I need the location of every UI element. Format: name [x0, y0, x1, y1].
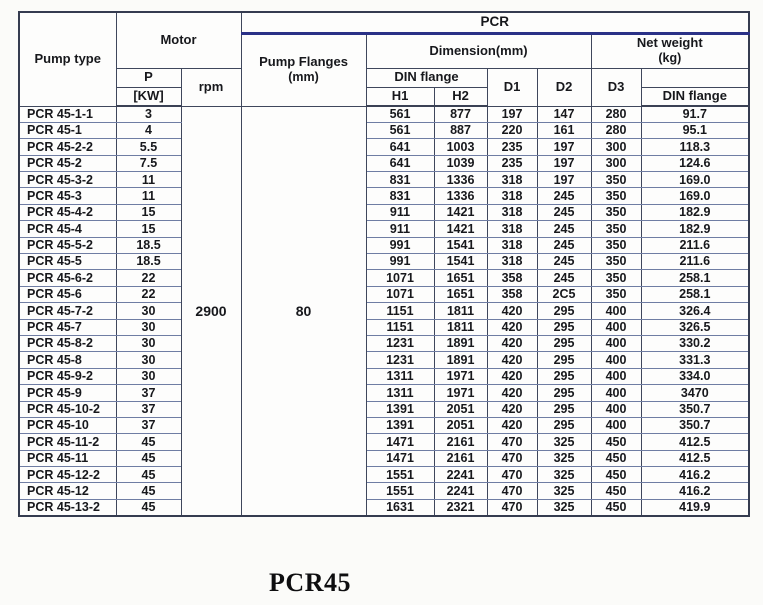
table-row	[19, 122, 749, 138]
power-cell: 45	[116, 450, 181, 466]
d2-cell: 325	[537, 483, 591, 499]
pump-type-cell: PCR 45-3	[19, 188, 116, 204]
col-header-motor: Motor	[116, 12, 241, 68]
d3-cell: 350	[591, 188, 641, 204]
h1-cell: 1471	[366, 434, 434, 450]
h1-cell: 911	[366, 204, 434, 220]
d2-cell: 295	[537, 352, 591, 368]
d1-cell: 420	[487, 368, 537, 384]
d2-cell: 245	[537, 188, 591, 204]
pump-type-cell: PCR 45-4-2	[19, 204, 116, 220]
d2-cell: 245	[537, 204, 591, 220]
pump-type-cell: PCR 45-6-2	[19, 270, 116, 286]
h2-cell: 1971	[434, 385, 487, 401]
table-row	[19, 237, 749, 253]
d3-cell: 280	[591, 122, 641, 138]
power-cell: 45	[116, 483, 181, 499]
d1-cell: 420	[487, 417, 537, 433]
d2-cell: 325	[537, 467, 591, 483]
net-weight-label: Net weight	[636, 35, 703, 51]
d2-cell: 197	[537, 139, 591, 155]
col-header-net-weight-spacer	[641, 68, 749, 87]
pump-type-cell: PCR 45-4	[19, 221, 116, 237]
h1-cell: 1231	[366, 335, 434, 351]
d2-cell: 197	[537, 155, 591, 171]
power-cell: 11	[116, 188, 181, 204]
h1-cell: 1631	[366, 499, 434, 515]
table-row	[19, 254, 749, 270]
power-cell: 37	[116, 401, 181, 417]
power-cell: 30	[116, 303, 181, 319]
d2-cell: 295	[537, 319, 591, 335]
pump-type-cell: PCR 45-7-2	[19, 303, 116, 319]
pump-type-cell: PCR 45-6	[19, 286, 116, 302]
d1-cell: 318	[487, 172, 537, 188]
d1-cell: 235	[487, 155, 537, 171]
pump-type-cell: PCR 45-7	[19, 319, 116, 335]
h2-cell: 1541	[434, 237, 487, 253]
pump-type-cell: PCR 45-2-2	[19, 139, 116, 155]
net-weight-cell: 350.7	[641, 417, 749, 433]
h2-cell: 887	[434, 122, 487, 138]
table-row	[19, 139, 749, 155]
net-weight-unit: (kg)	[658, 51, 682, 66]
d3-cell: 450	[591, 499, 641, 515]
power-cell: 11	[116, 172, 181, 188]
table-row	[19, 467, 749, 483]
h2-cell: 2051	[434, 417, 487, 433]
d2-cell: 295	[537, 401, 591, 417]
power-cell: 22	[116, 286, 181, 302]
d1-cell: 470	[487, 483, 537, 499]
net-weight-cell: 412.5	[641, 450, 749, 466]
col-header-p-unit: [KW]	[116, 87, 181, 106]
h1-cell: 1551	[366, 467, 434, 483]
d1-cell: 318	[487, 221, 537, 237]
net-weight-cell: 326.4	[641, 303, 749, 319]
col-header-pump-type: Pump type	[19, 12, 116, 106]
net-weight-cell: 416.2	[641, 467, 749, 483]
h2-cell: 1891	[434, 335, 487, 351]
rpm-value-cell: 2900	[181, 106, 241, 516]
col-header-d2: D2	[537, 68, 591, 106]
power-cell: 5.5	[116, 139, 181, 155]
d1-cell: 358	[487, 286, 537, 302]
d2-cell: 2C5	[537, 286, 591, 302]
h2-cell: 1651	[434, 270, 487, 286]
d1-cell: 420	[487, 319, 537, 335]
h1-cell: 831	[366, 172, 434, 188]
h1-cell: 561	[366, 122, 434, 138]
d2-cell: 245	[537, 221, 591, 237]
power-cell: 30	[116, 352, 181, 368]
h1-cell: 1071	[366, 286, 434, 302]
d2-cell: 197	[537, 172, 591, 188]
pump-type-cell: PCR 45-2	[19, 155, 116, 171]
col-header-rpm: rpm	[181, 68, 241, 106]
h1-cell: 1391	[366, 401, 434, 417]
power-cell: 18.5	[116, 254, 181, 270]
d3-cell: 400	[591, 401, 641, 417]
net-weight-cell: 169.0	[641, 172, 749, 188]
pump-type-cell: PCR 45-11-2	[19, 434, 116, 450]
col-header-h1: H1	[366, 87, 434, 106]
pump-type-cell: PCR 45-12-2	[19, 467, 116, 483]
d1-cell: 220	[487, 122, 537, 138]
d1-cell: 470	[487, 499, 537, 515]
d2-cell: 295	[537, 303, 591, 319]
col-header-d3: D3	[591, 68, 641, 106]
table-row	[19, 155, 749, 171]
power-cell: 22	[116, 270, 181, 286]
h1-cell: 911	[366, 221, 434, 237]
h2-cell: 1421	[434, 204, 487, 220]
power-cell: 37	[116, 417, 181, 433]
d3-cell: 350	[591, 237, 641, 253]
h2-cell: 2241	[434, 467, 487, 483]
power-cell: 3	[116, 106, 181, 122]
h2-cell: 1421	[434, 221, 487, 237]
pump-type-cell: PCR 45-5-2	[19, 237, 116, 253]
col-header-d1: D1	[487, 68, 537, 106]
pump-type-cell: PCR 45-10	[19, 417, 116, 433]
net-weight-cell: 118.3	[641, 139, 749, 155]
power-cell: 18.5	[116, 237, 181, 253]
d1-cell: 420	[487, 401, 537, 417]
h1-cell: 641	[366, 155, 434, 171]
h2-cell: 2161	[434, 434, 487, 450]
d3-cell: 400	[591, 319, 641, 335]
net-weight-cell: 124.6	[641, 155, 749, 171]
d3-cell: 350	[591, 270, 641, 286]
net-weight-cell: 416.2	[641, 483, 749, 499]
table-row	[19, 303, 749, 319]
h1-cell: 561	[366, 106, 434, 122]
col-header-din-flange: DIN flange	[366, 68, 487, 87]
pump-flanges-unit: (mm)	[288, 70, 319, 85]
d3-cell: 280	[591, 106, 641, 122]
d2-cell: 245	[537, 254, 591, 270]
net-weight-cell: 95.1	[641, 122, 749, 138]
d2-cell: 325	[537, 499, 591, 515]
pump-type-cell: PCR 45-10-2	[19, 401, 116, 417]
col-header-net-weight-din-flange: DIN flange	[641, 87, 749, 106]
power-cell: 45	[116, 499, 181, 515]
h2-cell: 2241	[434, 483, 487, 499]
table-row	[19, 368, 749, 384]
pump-type-cell: PCR 45-5	[19, 254, 116, 270]
d1-cell: 420	[487, 385, 537, 401]
col-header-net-weight	[591, 33, 749, 68]
power-cell: 45	[116, 467, 181, 483]
table-row	[19, 270, 749, 286]
pump-type-cell: PCR 45-9-2	[19, 368, 116, 384]
h2-cell: 2051	[434, 401, 487, 417]
d1-cell: 420	[487, 303, 537, 319]
pump-type-cell: PCR 45-9	[19, 385, 116, 401]
table-header	[19, 12, 749, 106]
h1-cell: 991	[366, 254, 434, 270]
d3-cell: 400	[591, 368, 641, 384]
h2-cell: 1891	[434, 352, 487, 368]
d2-cell: 161	[537, 122, 591, 138]
table-row	[19, 221, 749, 237]
table-row	[19, 434, 749, 450]
h2-cell: 1336	[434, 188, 487, 204]
d3-cell: 400	[591, 352, 641, 368]
net-weight-cell: 350.7	[641, 401, 749, 417]
h2-cell: 1336	[434, 172, 487, 188]
d1-cell: 470	[487, 467, 537, 483]
d3-cell: 350	[591, 254, 641, 270]
net-weight-cell: 182.9	[641, 204, 749, 220]
d2-cell: 325	[537, 434, 591, 450]
d3-cell: 350	[591, 204, 641, 220]
pump-flanges-label: Pump Flanges	[259, 54, 348, 70]
net-weight-cell: 419.9	[641, 499, 749, 515]
h1-cell: 1311	[366, 385, 434, 401]
net-weight-cell: 169.0	[641, 188, 749, 204]
h1-cell: 831	[366, 188, 434, 204]
net-weight-cell: 326.5	[641, 319, 749, 335]
table-row	[19, 352, 749, 368]
d1-cell: 318	[487, 237, 537, 253]
net-weight-cell: 91.7	[641, 106, 749, 122]
h1-cell: 1231	[366, 352, 434, 368]
h1-cell: 1151	[366, 303, 434, 319]
power-cell: 30	[116, 335, 181, 351]
table-row	[19, 499, 749, 515]
d1-cell: 235	[487, 139, 537, 155]
net-weight-cell: 182.9	[641, 221, 749, 237]
d2-cell: 295	[537, 368, 591, 384]
power-cell: 45	[116, 434, 181, 450]
table-row	[19, 385, 749, 401]
d2-cell: 295	[537, 417, 591, 433]
d1-cell: 318	[487, 204, 537, 220]
pump-type-cell: PCR 45-8-2	[19, 335, 116, 351]
net-weight-cell: 331.3	[641, 352, 749, 368]
h1-cell: 1391	[366, 417, 434, 433]
d1-cell: 470	[487, 450, 537, 466]
net-weight-cell: 3470	[641, 385, 749, 401]
table-row	[19, 319, 749, 335]
table-row	[19, 204, 749, 220]
h1-cell: 641	[366, 139, 434, 155]
net-weight-cell: 258.1	[641, 270, 749, 286]
power-cell: 4	[116, 122, 181, 138]
table-row	[19, 401, 749, 417]
table-row	[19, 483, 749, 499]
d3-cell: 450	[591, 434, 641, 450]
d3-cell: 350	[591, 286, 641, 302]
pump-type-cell: PCR 45-11	[19, 450, 116, 466]
pump-flanges-value-cell: 80	[241, 106, 366, 516]
net-weight-cell: 211.6	[641, 254, 749, 270]
d2-cell: 245	[537, 270, 591, 286]
table-row	[19, 172, 749, 188]
d1-cell: 318	[487, 188, 537, 204]
d2-cell: 295	[537, 385, 591, 401]
d3-cell: 350	[591, 172, 641, 188]
d3-cell: 400	[591, 385, 641, 401]
d1-cell: 318	[487, 254, 537, 270]
power-cell: 7.5	[116, 155, 181, 171]
d1-cell: 470	[487, 434, 537, 450]
d3-cell: 300	[591, 139, 641, 155]
table-caption: PCR45	[269, 568, 351, 597]
h1-cell: 1551	[366, 483, 434, 499]
d2-cell: 295	[537, 335, 591, 351]
d2-cell: 147	[537, 106, 591, 122]
h1-cell: 1311	[366, 368, 434, 384]
h2-cell: 1651	[434, 286, 487, 302]
h2-cell: 1971	[434, 368, 487, 384]
table-row	[19, 188, 749, 204]
d1-cell: 420	[487, 335, 537, 351]
net-weight-cell: 211.6	[641, 237, 749, 253]
d3-cell: 450	[591, 483, 641, 499]
pump-type-cell: PCR 45-3-2	[19, 172, 116, 188]
table-row	[19, 417, 749, 433]
h1-cell: 1151	[366, 319, 434, 335]
net-weight-cell: 258.1	[641, 286, 749, 302]
power-cell: 30	[116, 368, 181, 384]
d2-cell: 325	[537, 450, 591, 466]
pump-type-cell: PCR 45-13-2	[19, 499, 116, 515]
h2-cell: 1811	[434, 303, 487, 319]
table-body	[19, 106, 749, 516]
h2-cell: 1003	[434, 139, 487, 155]
power-cell: 30	[116, 319, 181, 335]
d1-cell: 358	[487, 270, 537, 286]
h1-cell: 1071	[366, 270, 434, 286]
net-weight-cell: 334.0	[641, 368, 749, 384]
table-row	[19, 286, 749, 302]
power-cell: 15	[116, 221, 181, 237]
col-header-pump-flanges	[241, 33, 366, 106]
col-header-h2: H2	[434, 87, 487, 106]
pump-type-cell: PCR 45-8	[19, 352, 116, 368]
d3-cell: 350	[591, 221, 641, 237]
d3-cell: 400	[591, 417, 641, 433]
pump-type-cell: PCR 45-1-1	[19, 106, 116, 122]
pump-type-cell: PCR 45-12	[19, 483, 116, 499]
h1-cell: 1471	[366, 450, 434, 466]
d3-cell: 300	[591, 155, 641, 171]
table-row	[19, 106, 749, 122]
col-header-dimension: Dimension(mm)	[366, 33, 591, 68]
d3-cell: 450	[591, 450, 641, 466]
d2-cell: 245	[537, 237, 591, 253]
pump-type-cell: PCR 45-1	[19, 122, 116, 138]
table-row	[19, 450, 749, 466]
table-row	[19, 335, 749, 351]
d3-cell: 400	[591, 335, 641, 351]
col-header-p: P	[116, 68, 181, 87]
net-weight-cell: 412.5	[641, 434, 749, 450]
d1-cell: 420	[487, 352, 537, 368]
d3-cell: 400	[591, 303, 641, 319]
net-weight-cell: 330.2	[641, 335, 749, 351]
h2-cell: 1039	[434, 155, 487, 171]
pump-spec-table	[18, 11, 750, 517]
power-cell: 15	[116, 204, 181, 220]
col-header-pcr: PCR	[241, 12, 749, 33]
h2-cell: 1541	[434, 254, 487, 270]
h2-cell: 1811	[434, 319, 487, 335]
d3-cell: 450	[591, 467, 641, 483]
power-cell: 37	[116, 385, 181, 401]
h1-cell: 991	[366, 237, 434, 253]
h2-cell: 2161	[434, 450, 487, 466]
h2-cell: 2321	[434, 499, 487, 515]
h2-cell: 877	[434, 106, 487, 122]
d1-cell: 197	[487, 106, 537, 122]
